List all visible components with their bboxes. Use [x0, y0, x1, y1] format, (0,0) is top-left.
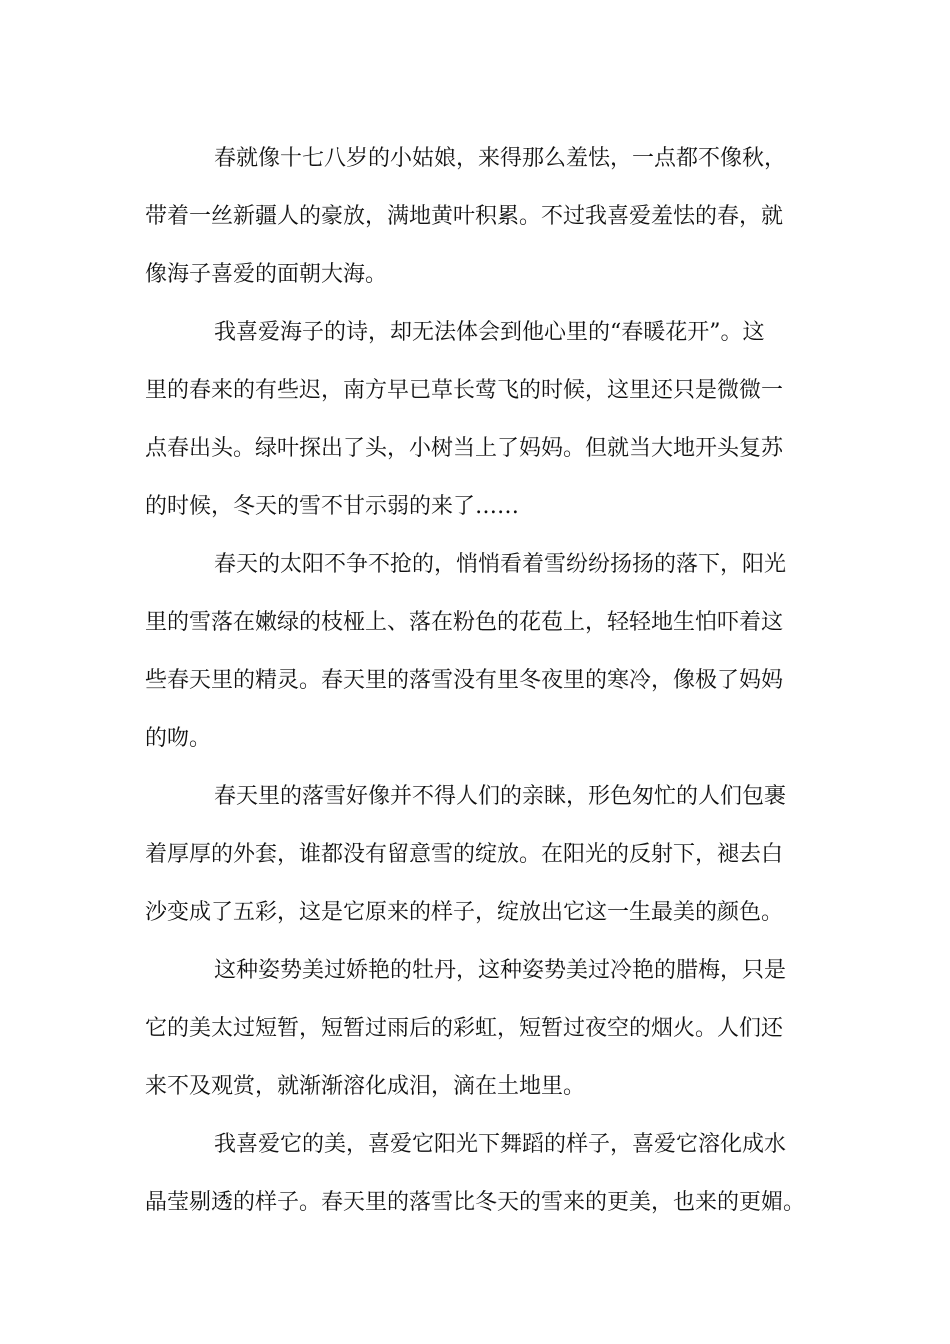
paragraph-line: 的吻。 — [145, 726, 212, 751]
paragraph-line: 着厚厚的外套，谁都没有留意雪的绽放。在阳光的反射下，褪去白 — [145, 842, 784, 867]
paragraph-3 — [145, 536, 825, 768]
paragraph-line: 像海子喜爱的面朝大海。 — [145, 262, 388, 287]
paragraph-line: 它的美太过短暂，短暂过雨后的彩虹，短暂过夜空的烟火。人们还 — [145, 1016, 784, 1041]
paragraph-line: 我喜爱海子的诗，却无法体会到他心里的“春暖花开”。这 — [214, 320, 765, 345]
paragraph-line: 沙变成了五彩，这是它原来的样子，绽放出它这一生最美的颜色。 — [145, 900, 784, 925]
paragraph-5 — [145, 942, 825, 1116]
paragraph-2 — [145, 304, 825, 536]
paragraph-line: 来不及观赏，就渐渐溶化成泪，滴在土地里。 — [145, 1074, 586, 1099]
paragraph-line: 春就像十七八岁的小姑娘，来得那么羞怯，一点都不像秋， — [214, 146, 787, 171]
paragraph-6 — [145, 1116, 825, 1232]
paragraph-line: 里的春来的有些迟，南方早已草长莺飞的时候，这里还只是微微一 — [145, 378, 784, 403]
paragraph-line: 春天的太阳不争不抢的，悄悄看着雪纷纷扬扬的落下，阳光 — [214, 552, 787, 577]
document-body — [145, 130, 825, 1232]
paragraph-line: 这种姿势美过娇艳的牡丹，这种姿势美过冷艳的腊梅，只是 — [214, 958, 787, 983]
paragraph-line: 春天里的落雪好像并不得人们的亲睐，形色匆忙的人们包裹 — [214, 784, 787, 809]
paragraph-line: 我喜爱它的美，喜爱它阳光下舞蹈的样子，喜爱它溶化成水 — [214, 1132, 787, 1157]
paragraph-line: 晶莹剔透的样子。春天里的落雪比冬天的雪来的更美，也来的更媚。 — [145, 1190, 806, 1215]
paragraph-line: 点春出头。绿叶探出了头，小树当上了妈妈。但就当大地开头复苏 — [145, 436, 784, 461]
paragraph-line: 些春天里的精灵。春天里的落雪没有里冬夜里的寒冷，像极了妈妈 — [145, 668, 784, 693]
paragraph-line: 带着一丝新疆人的豪放，满地黄叶积累。不过我喜爱羞怯的春，就 — [145, 204, 784, 229]
paragraph-line: 里的雪落在嫩绿的枝桠上、落在粉色的花苞上，轻轻地生怕吓着这 — [145, 610, 784, 635]
paragraph-4 — [145, 768, 825, 942]
paragraph-1 — [145, 130, 825, 304]
paragraph-line: 的时候，冬天的雪不甘示弱的来了…… — [145, 494, 520, 519]
